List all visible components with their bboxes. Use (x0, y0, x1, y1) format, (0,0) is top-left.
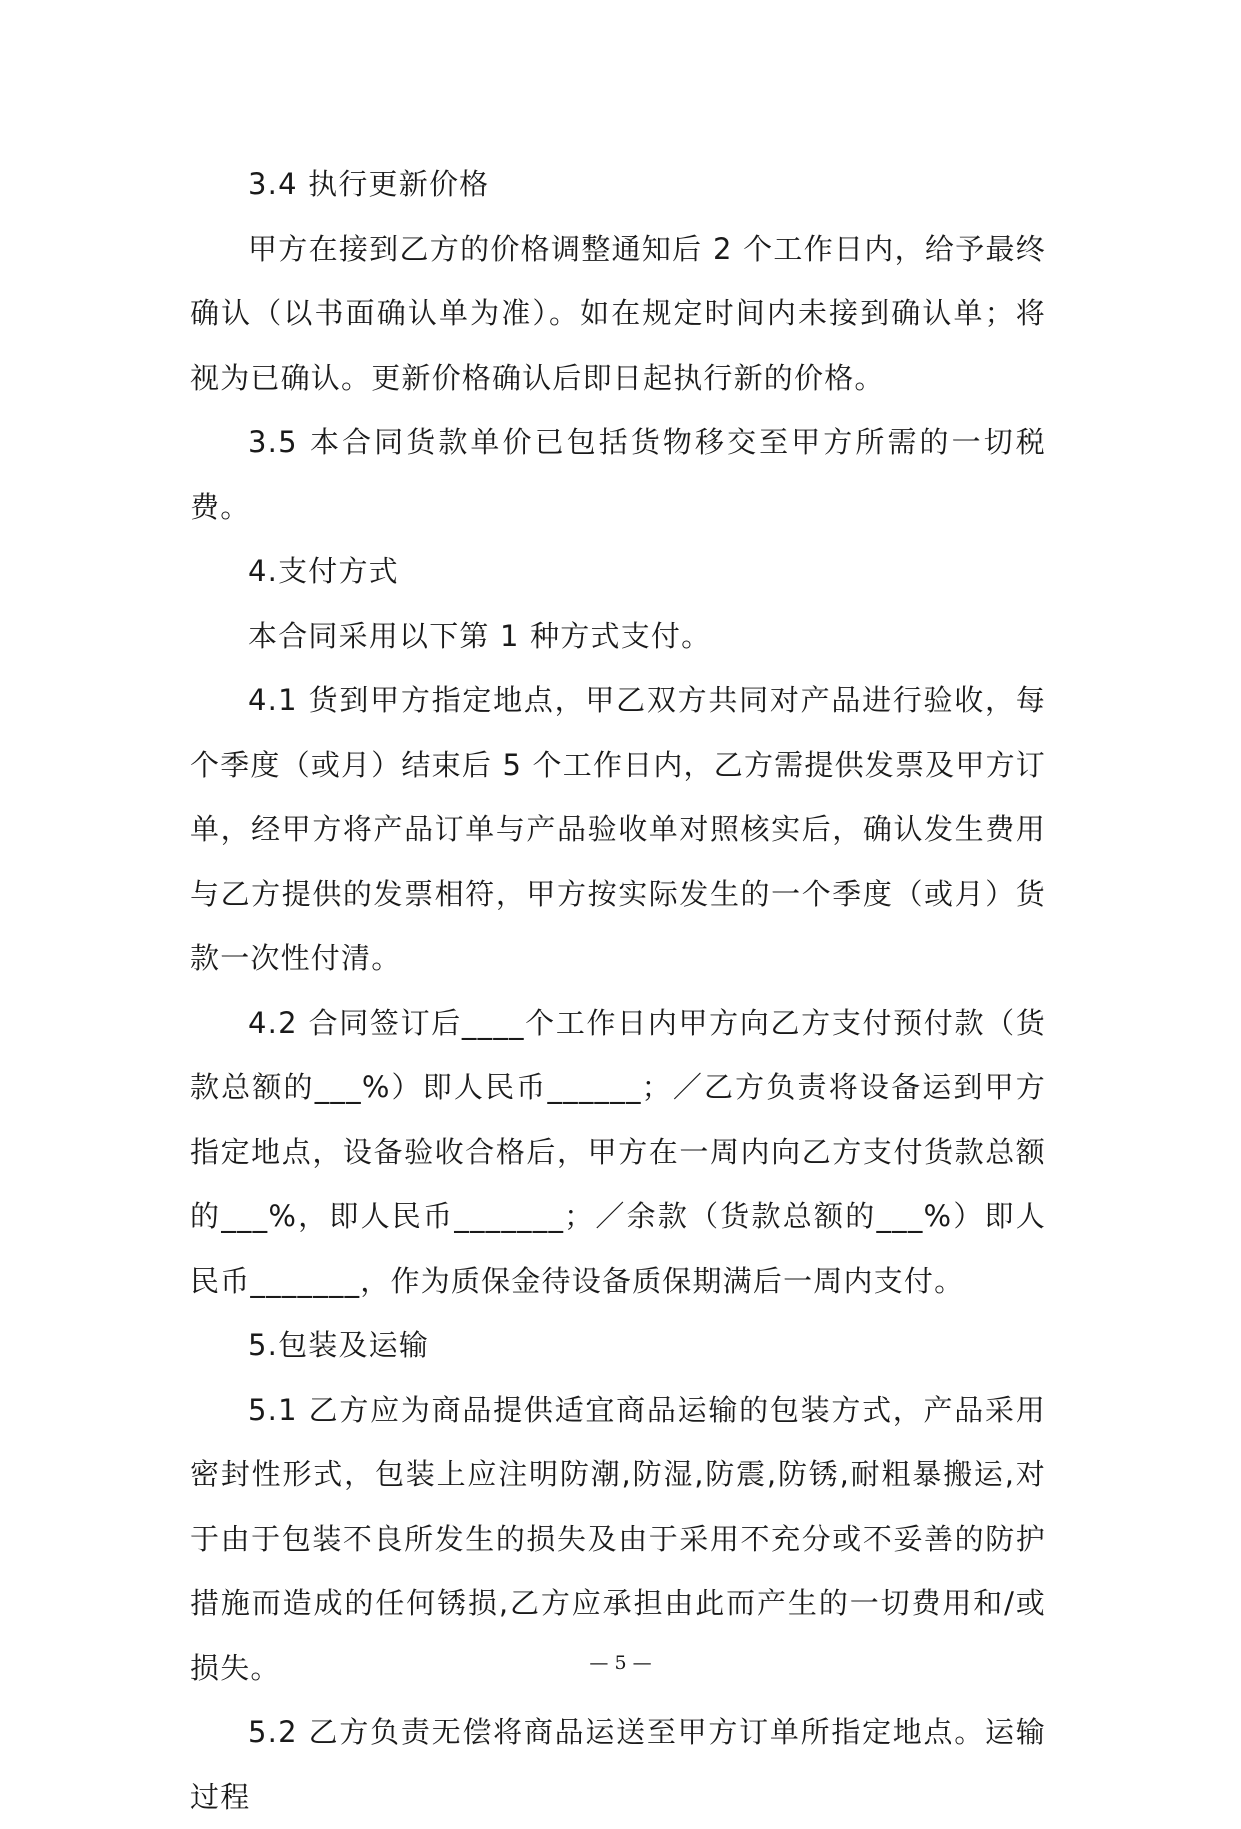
paragraph-4-2: 4.2 合同签订后____个工作日内甲方向乙方支付预付款（货款总额的___%）即人民币______；／乙方负责将设备运到甲方指定地点，设备验收合格后，甲方在一周内向乙方支付货款总额的___%，即人民币_______；／余款（货款总额的___%）即人民币_______，作为质保金待设备质保期满后一周内支付。 (190, 1005, 1046, 1298)
section-heading-4: 4.支付方式 (248, 554, 399, 588)
section-heading-5: 5.包装及运输 (248, 1328, 430, 1362)
section-heading-3-4: 3.4 执行更新价格 (248, 167, 490, 201)
page-number: — 5 — (589, 1652, 652, 1674)
paragraph-4-1: 4.1 货到甲方指定地点，甲乙双方共同对产品进行验收，每个季度（或月）结束后 5 个工作日内，乙方需提供发票及甲方订单，经甲方将产品订单与产品验收单对照核实后，确认发生费用与乙方提供的发票相符，甲方按实际发生的一个季度（或月）货款一次性付清。 (190, 683, 1046, 975)
paragraph-5-1: 5.1 乙方应为商品提供适宜商品运输的包装方式，产品采用密封性形式，包装上应注明防潮,防湿,防震,防锈,耐粗暴搬运,对于由于包装不良所发生的损失及由于采用不充分或不妥善的防护措施而造成的任何锈损,乙方应承担由此而产生的一切费用和/或损失。 (190, 1392, 1046, 1685)
document-body (190, 152, 1046, 1829)
paragraph-3-5: 3.5 本合同货款单价已包括货物移交至甲方所需的一切税费。 (190, 425, 1046, 524)
paragraph-price-confirmation: 甲方在接到乙方的价格调整通知后 2 个工作日内，给予最终确认（以书面确认单为准）。如在规定时间内未接到确认单；将视为已确认。更新价格确认后即日起执行新的价格。 (190, 231, 1046, 395)
paragraph-payment-method: 本合同采用以下第 1 种方式支付。 (248, 618, 712, 653)
paragraph-5-2: 5.2 乙方负责无偿将商品运送至甲方订单所指定地点。运输过程 (190, 1715, 1046, 1814)
